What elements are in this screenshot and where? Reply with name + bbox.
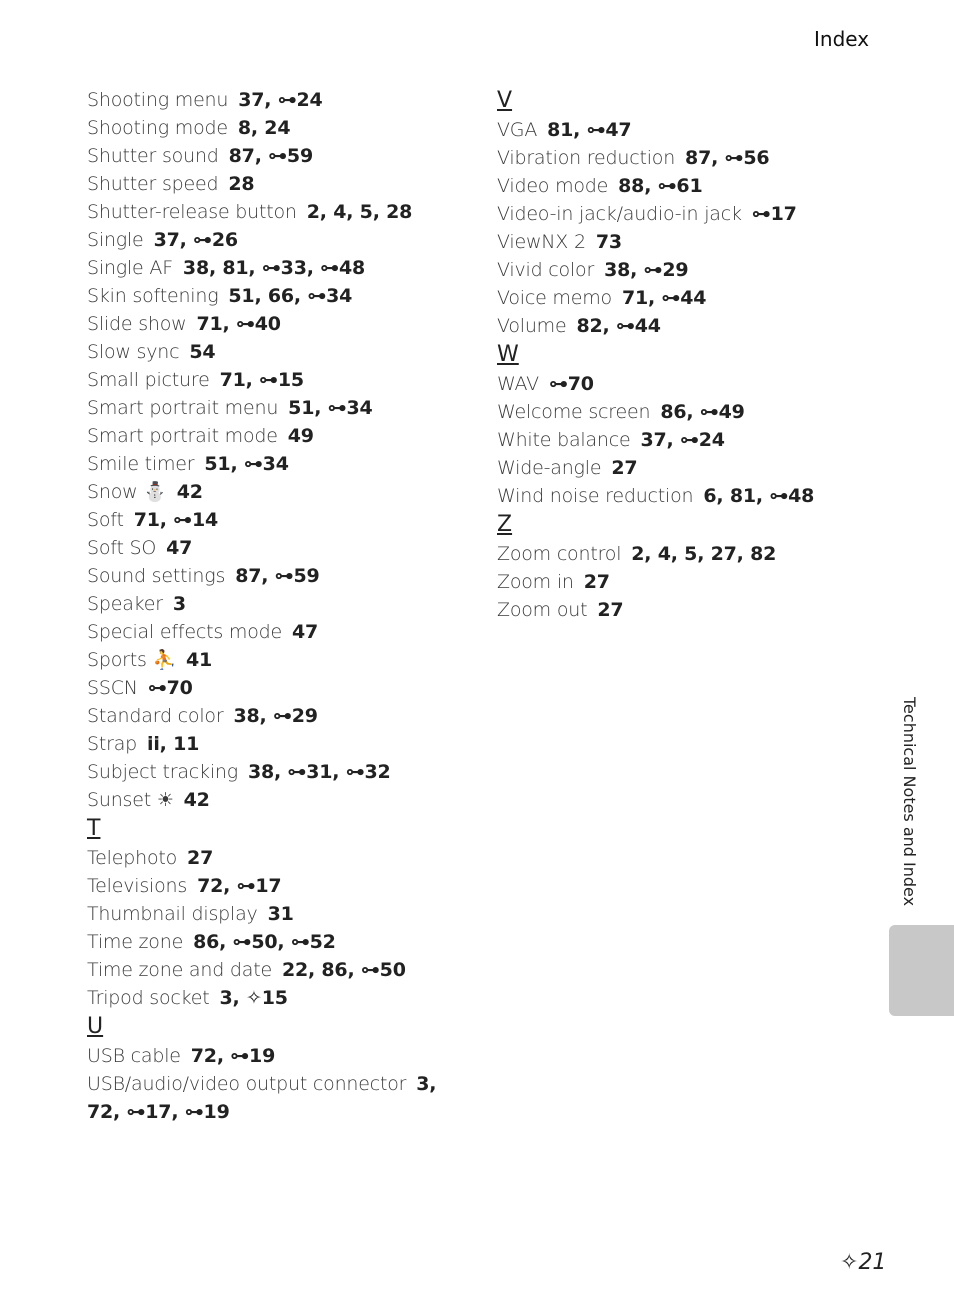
index-entry-page-refs: 27 xyxy=(187,847,214,869)
index-entry xyxy=(497,312,857,340)
index-entry-term: Shutter sound xyxy=(87,145,219,167)
index-entry-term: Voice memo xyxy=(497,287,612,309)
index-entry-page-refs: ⊶70 xyxy=(147,677,193,699)
index-entry xyxy=(87,282,447,310)
index-entry xyxy=(497,116,857,144)
index-entry xyxy=(497,540,857,568)
index-section-letter: Z xyxy=(497,512,513,537)
index-entry-page-refs: 2, 4, 5, 27, 82 xyxy=(631,543,777,565)
index-entry-term: Time zone and date xyxy=(87,959,272,981)
index-entry-page-refs: 42 xyxy=(176,481,203,503)
index-entry-term: Wide-angle xyxy=(497,457,602,479)
index-entry-page-refs: 72, ⊶17 xyxy=(197,875,282,897)
index-section-letter: V xyxy=(497,88,513,113)
index-section-letter: T xyxy=(87,816,101,841)
index-entry-term: Special effects mode xyxy=(87,621,282,643)
index-entry-page-refs: 54 xyxy=(189,341,216,363)
index-entry-page-refs: 37, ⊶24 xyxy=(640,429,725,451)
index-entry-term: Smart portrait mode xyxy=(87,425,278,447)
index-entry-page-refs: 3, ✧15 xyxy=(219,987,288,1009)
index-entry-term: Zoom control xyxy=(497,543,622,565)
index-entry-page-refs: 71, ⊶40 xyxy=(196,313,281,335)
index-entry-term: Snow ⛄ xyxy=(87,481,167,503)
index-entry xyxy=(497,228,857,256)
index-entry xyxy=(87,562,447,590)
index-entry xyxy=(497,426,857,454)
page-number-value: 21 xyxy=(858,1250,887,1275)
index-entry-term: Smile timer xyxy=(87,453,195,475)
index-entry-term: Single xyxy=(87,229,144,251)
index-entry-page-refs: 8, 24 xyxy=(237,117,291,139)
index-entry xyxy=(87,984,447,1012)
index-entry xyxy=(497,284,857,312)
index-entry xyxy=(87,956,447,984)
index-entry xyxy=(497,256,857,284)
index-entry-page-refs: 41 xyxy=(186,649,213,671)
index-entry-page-refs: 38, ⊶29 xyxy=(604,259,689,281)
index-entry-term: Skin softening xyxy=(87,285,219,307)
index-entry-term: Volume xyxy=(497,315,567,337)
index-entry-page-refs: 71, ⊶15 xyxy=(219,369,304,391)
index-entry-page-refs: 3 xyxy=(172,593,186,615)
index-entry xyxy=(87,900,447,928)
index-entry-term: Shooting menu xyxy=(87,89,229,111)
index-entry-page-refs: 73 xyxy=(595,231,622,253)
index-entry-term: Telephoto xyxy=(87,847,178,869)
index-entry-page-refs: 42 xyxy=(183,789,210,811)
index-entry-term: Shutter-release button xyxy=(87,201,297,223)
index-entry-page-refs: 47 xyxy=(166,537,193,559)
index-entry xyxy=(497,596,857,624)
index-entry xyxy=(87,86,447,114)
index-entry xyxy=(87,506,447,534)
index-entry-page-refs: 71, ⊶44 xyxy=(621,287,707,309)
index-entry-term: Sunset ☀ xyxy=(87,789,174,811)
index-entry xyxy=(87,394,447,422)
index-entry-term: ViewNX 2 xyxy=(497,231,586,253)
index-entry-term: Strap xyxy=(87,733,138,755)
index-entry-page-refs: 28 xyxy=(228,173,255,195)
index-entry-term: Thumbnail display xyxy=(87,903,258,925)
index-entry-page-refs: 86, ⊶50, ⊶52 xyxy=(193,931,336,953)
index-entry-page-refs: 3, 72, ⊶17, ⊶19 xyxy=(87,1073,437,1123)
index-entry-term: Shooting mode xyxy=(87,117,228,139)
index-entry xyxy=(87,170,447,198)
page-header-title: Index xyxy=(814,27,870,51)
index-entry-page-refs: 72, ⊶19 xyxy=(190,1045,276,1067)
index-entry-page-refs: 2, 4, 5, 28 xyxy=(306,201,413,223)
index-entry xyxy=(87,702,447,730)
index-entry-term: Single AF xyxy=(87,257,173,279)
index-entry xyxy=(497,370,857,398)
index-section-letter: W xyxy=(497,342,519,367)
index-entry-term: Standard color xyxy=(87,705,224,727)
page-number xyxy=(840,1250,886,1275)
index-entry xyxy=(497,568,857,596)
index-entry-term: Soft SO xyxy=(87,537,157,559)
index-entry xyxy=(87,758,447,786)
index-entry-term: Slow sync xyxy=(87,341,180,363)
index-entry-term: SSCN xyxy=(87,677,138,699)
index-entry xyxy=(87,338,447,366)
index-entry xyxy=(87,478,447,506)
index-entry-page-refs: 6, 81, ⊶48 xyxy=(703,485,815,507)
index-entry xyxy=(87,450,447,478)
index-section-letter: U xyxy=(87,1014,104,1039)
index-entry-page-refs: 22, 86, ⊶50 xyxy=(281,959,406,981)
index-entry-page-refs: ⊶17 xyxy=(751,203,797,225)
index-entry-term: WAV xyxy=(497,373,539,395)
index-entry-page-refs: 27 xyxy=(597,599,624,621)
index-entry xyxy=(87,310,447,338)
index-column-left xyxy=(87,86,447,1126)
index-entry-term: Wind noise reduction xyxy=(497,485,694,507)
side-section-tab xyxy=(889,925,954,1016)
index-entry-term: Shutter speed xyxy=(87,173,219,195)
index-entry xyxy=(87,198,447,226)
index-entry xyxy=(87,674,447,702)
index-entry-page-refs: 71, ⊶14 xyxy=(133,509,219,531)
index-entry-page-refs: 31 xyxy=(267,903,294,925)
index-entry-page-refs: 51, 66, ⊶34 xyxy=(228,285,353,307)
index-entry xyxy=(497,482,857,510)
index-entry-page-refs: 51, ⊶34 xyxy=(288,397,373,419)
index-entry xyxy=(87,254,447,282)
index-entry-term: Sound settings xyxy=(87,565,226,587)
index-entry-page-refs: 87, ⊶59 xyxy=(235,565,320,587)
technical-notes-icon: ✧ xyxy=(840,1250,859,1275)
index-entry xyxy=(497,144,857,172)
index-entry-term: Vibration reduction xyxy=(497,147,676,169)
index-entry-term: Subject tracking xyxy=(87,761,238,783)
index-entry xyxy=(87,1042,447,1070)
index-entry-page-refs: 81, ⊶47 xyxy=(547,119,632,141)
index-entry-term: Zoom in xyxy=(497,571,574,593)
index-entry-term: Sports ⛹ xyxy=(87,649,177,671)
index-entry xyxy=(87,114,447,142)
index-entry-page-refs: 27 xyxy=(611,457,638,479)
index-entry xyxy=(87,590,447,618)
index-entry-term: Time zone xyxy=(87,931,184,953)
index-entry-page-refs: 37, ⊶26 xyxy=(153,229,238,251)
index-entry-page-refs: 87, ⊶59 xyxy=(228,145,313,167)
index-entry-page-refs: 87, ⊶56 xyxy=(685,147,770,169)
index-entry xyxy=(87,646,447,674)
index-entry-term: White balance xyxy=(497,429,631,451)
index-entry-page-refs: 86, ⊶49 xyxy=(660,401,745,423)
index-entry xyxy=(497,172,857,200)
index-entry-term: Televisions xyxy=(87,875,188,897)
index-entry xyxy=(87,422,447,450)
index-entry-term: VGA xyxy=(497,119,538,141)
index-entry-term: Speaker xyxy=(87,593,163,615)
index-entry-page-refs: 38, ⊶31, ⊶32 xyxy=(247,761,391,783)
index-entry xyxy=(87,366,447,394)
index-entry-page-refs: 51, ⊶34 xyxy=(204,453,289,475)
index-entry xyxy=(87,844,447,872)
index-entry-page-refs: 27 xyxy=(583,571,610,593)
index-entry xyxy=(497,398,857,426)
index-entry-term: Zoom out xyxy=(497,599,588,621)
index-entry xyxy=(87,226,447,254)
index-entry-term: Soft xyxy=(87,509,124,531)
index-entry-page-refs: 38, ⊶29 xyxy=(233,705,318,727)
index-entry xyxy=(497,200,857,228)
index-entry xyxy=(87,928,447,956)
index-entry-term: Tripod socket xyxy=(87,987,210,1009)
index-entry-term: Video mode xyxy=(497,175,609,197)
index-entry-term: USB cable xyxy=(87,1045,181,1067)
index-column-right xyxy=(497,86,857,624)
index-entry-page-refs: 88, ⊶61 xyxy=(618,175,703,197)
index-entry-page-refs: 82, ⊶44 xyxy=(576,315,661,337)
index-entry-page-refs: 49 xyxy=(287,425,314,447)
index-entry-page-refs: 37, ⊶24 xyxy=(238,89,323,111)
index-entry xyxy=(87,730,447,758)
index-entry-page-refs: 38, 81, ⊶33, ⊶48 xyxy=(182,257,365,279)
index-entry-term: Small picture xyxy=(87,369,210,391)
index-entry-page-refs: ii, 11 xyxy=(147,733,200,755)
index-entry-term: Vivid color xyxy=(497,259,595,281)
index-entry xyxy=(87,872,447,900)
index-entry-page-refs: 47 xyxy=(291,621,319,643)
index-entry-page-refs: ⊶70 xyxy=(548,373,594,395)
index-entry xyxy=(497,454,857,482)
index-entry xyxy=(87,786,447,814)
index-entry xyxy=(87,142,447,170)
side-section-label: Technical Notes and Index xyxy=(900,697,919,907)
index-entry xyxy=(87,1070,447,1126)
index-entry-term: Video-in jack/audio-in jack xyxy=(497,203,742,225)
index-entry-term: Slide show xyxy=(87,313,187,335)
index-entry xyxy=(87,534,447,562)
index-entry-term: USB/audio/video output connector xyxy=(87,1073,407,1095)
index-entry-term: Smart portrait menu xyxy=(87,397,279,419)
index-entry-term: Welcome screen xyxy=(497,401,651,423)
index-entry xyxy=(87,618,447,646)
